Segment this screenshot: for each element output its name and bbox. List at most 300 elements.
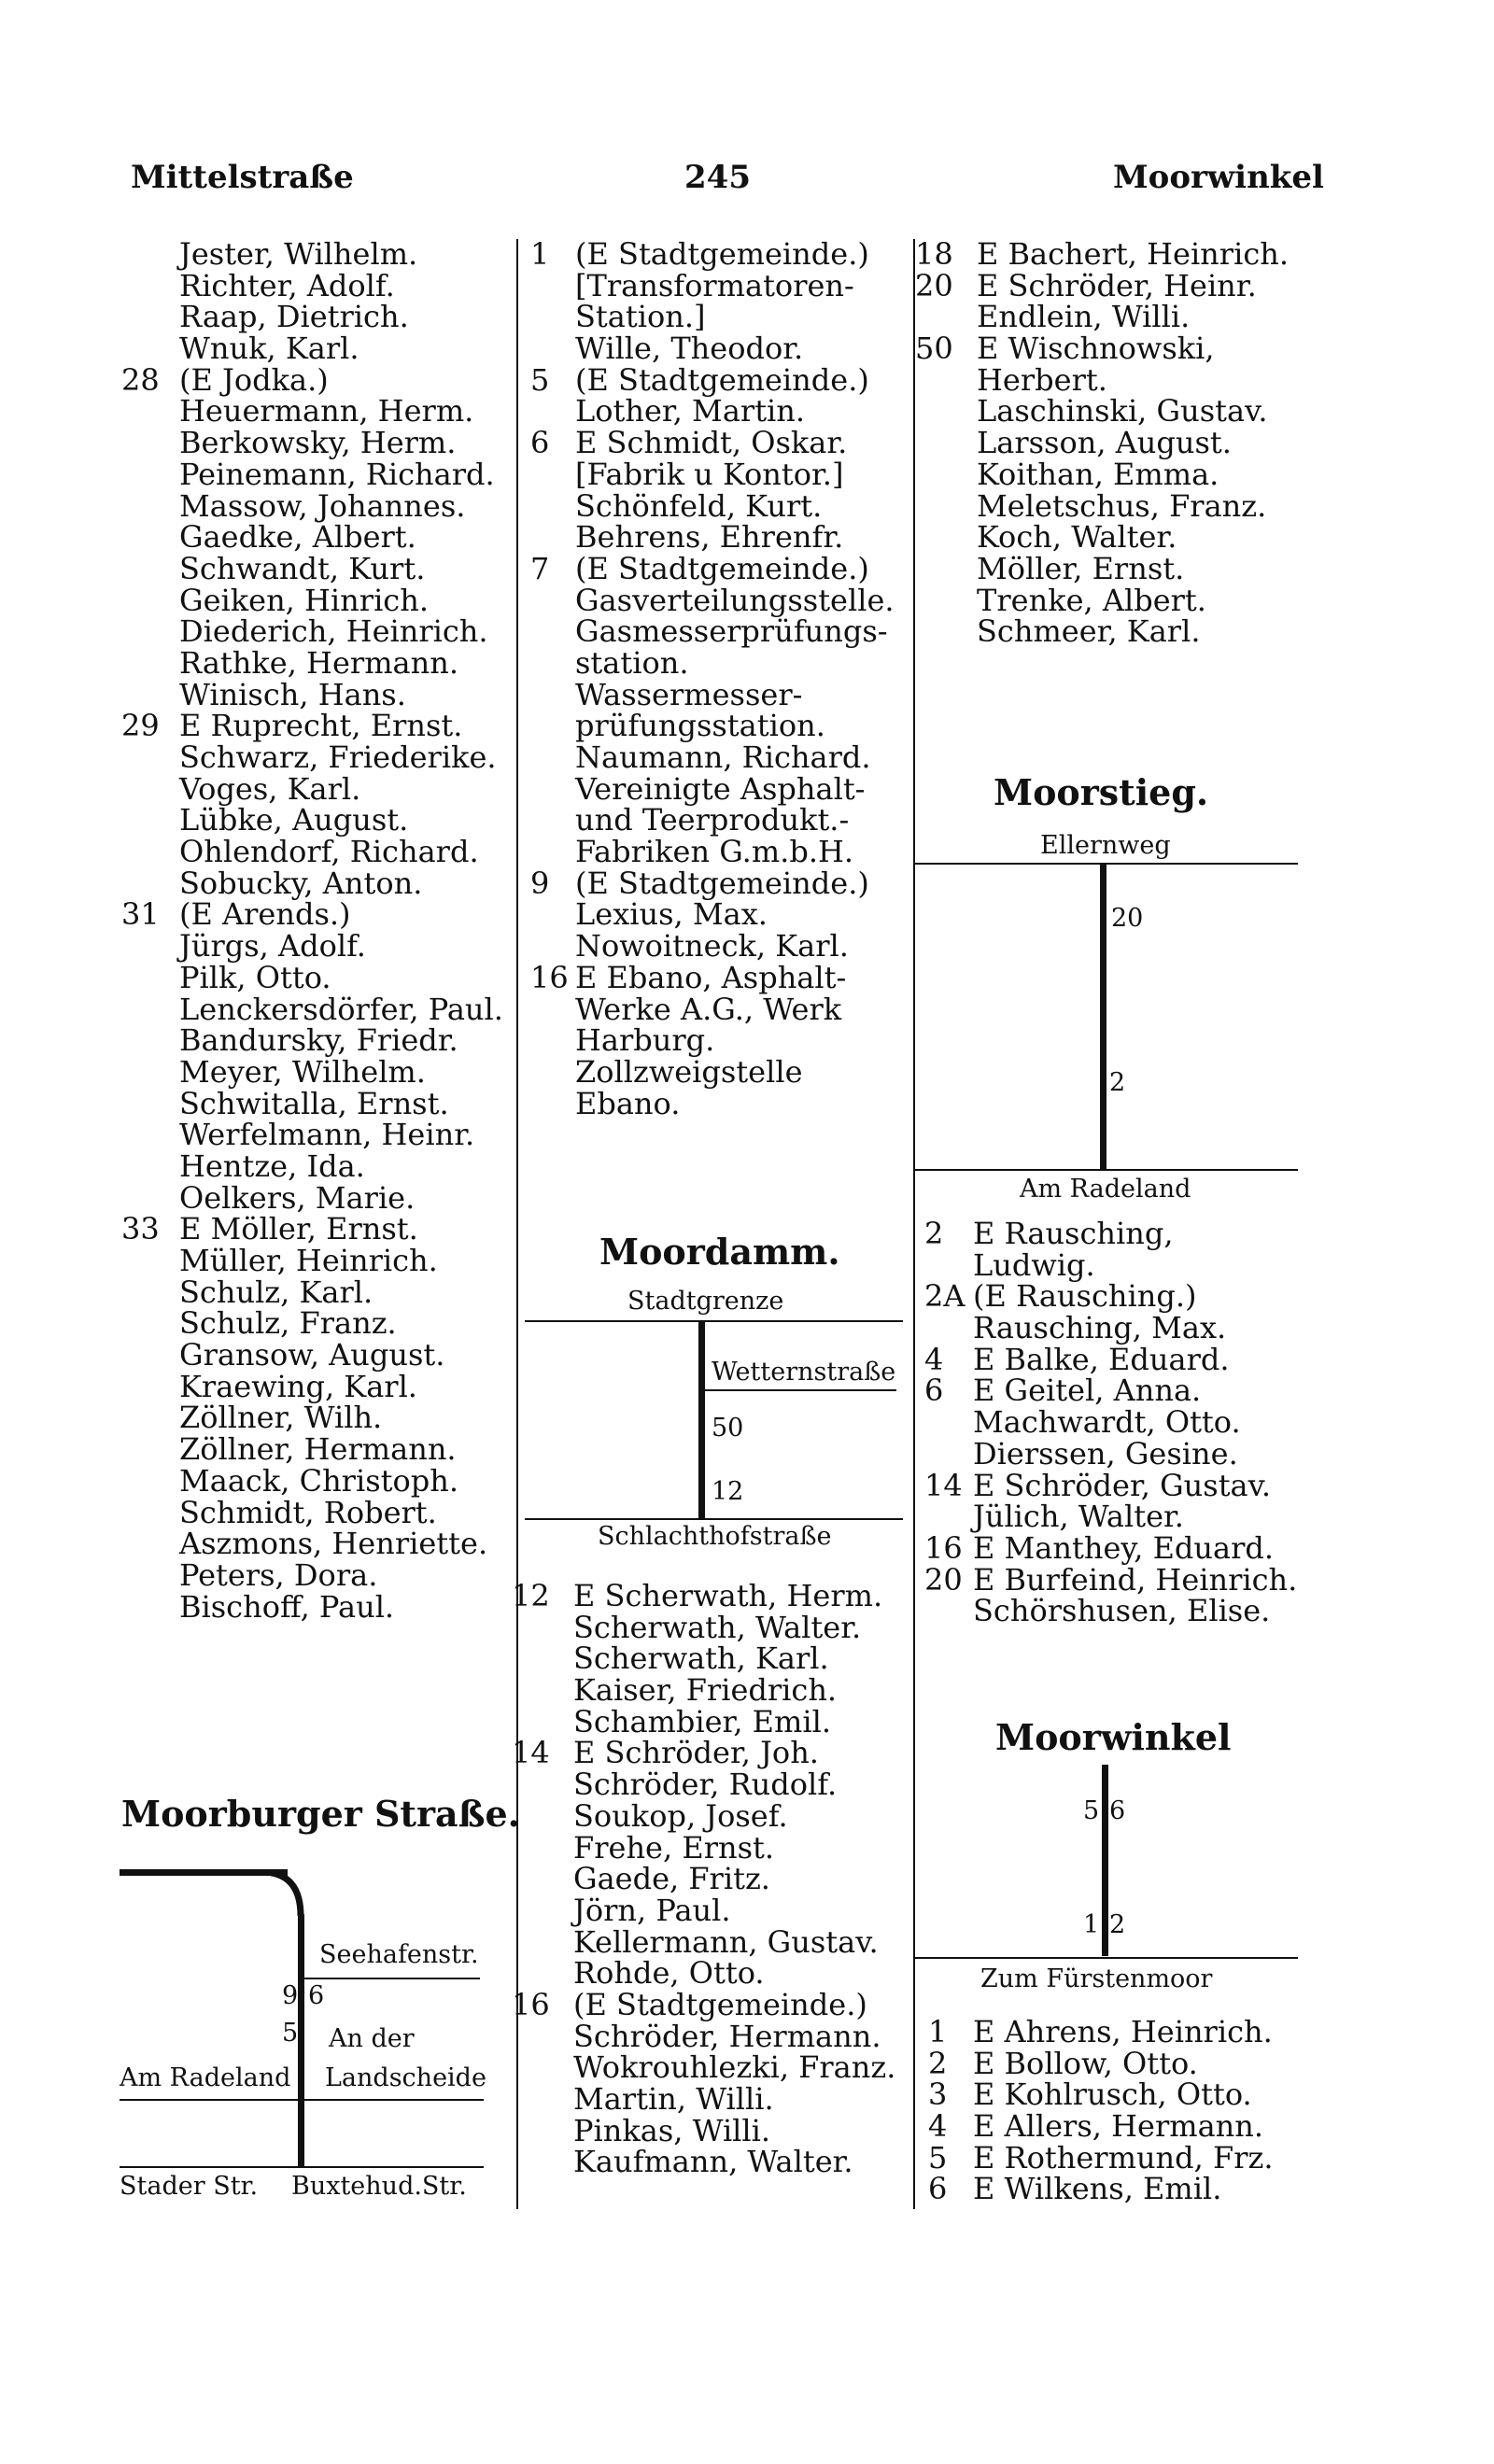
resident-name: E Möller, Ernst. <box>179 1211 418 1247</box>
resident-name: E Ruprecht, Ernst. <box>179 708 463 744</box>
resident-name: E Schröder, Gustav. <box>973 1467 1272 1503</box>
resident-name: E Burfeind, Heinrich. <box>973 1561 1298 1598</box>
resident-name: Bischoff, Paul. <box>179 1588 395 1625</box>
list-item <box>530 991 904 1027</box>
running-head-left: Mittelstraße <box>131 159 354 196</box>
resident-name: E Geitel, Anna. <box>973 1373 1202 1409</box>
resident-name: Schönfeld, Kurt. <box>575 487 823 524</box>
resident-name: Hentze, Ida. <box>179 1148 365 1184</box>
resident-name: Rohde, Otto. <box>573 1955 765 1992</box>
resident-name: Schröder, Hermann. <box>573 2018 881 2054</box>
list-item <box>512 1672 904 1709</box>
label-n9: 9 <box>282 1981 299 2010</box>
house-number: 31 <box>121 896 160 933</box>
label-am-radeland: Am Radeland <box>120 2063 291 2092</box>
resident-name: Kraewing, Karl. <box>179 1368 417 1404</box>
list-item <box>915 1529 1307 1566</box>
list-item <box>915 2014 1307 2049</box>
list-item <box>121 1431 504 1468</box>
radeland-line <box>913 1169 1298 1171</box>
list-item <box>530 644 904 681</box>
resident-name: Schulz, Franz. <box>179 1305 397 1342</box>
moorstieg-road <box>1100 865 1106 1169</box>
list-item <box>512 2018 904 2054</box>
resident-name: E Manthey, Eduard. <box>973 1529 1275 1566</box>
resident-name: E Allers, Hermann. <box>973 2108 1264 2145</box>
list-item <box>121 1337 504 1373</box>
list-item <box>530 1053 904 1090</box>
resident-name: Aszmons, Henriette. <box>179 1526 488 1562</box>
column-3b-list <box>915 1218 1307 1627</box>
list-item <box>915 333 1307 365</box>
resident-name: E Bollow, Otto. <box>973 2045 1198 2081</box>
list-item <box>121 865 504 901</box>
resident-name: Diederich, Heinrich. <box>179 613 488 650</box>
resident-name: E Kohlrusch, Otto. <box>973 2077 1252 2113</box>
resident-name: Richter, Adolf. <box>179 267 395 303</box>
list-item <box>530 333 904 365</box>
resident-name: Trenke, Albert. <box>977 582 1206 618</box>
list-item <box>530 425 904 461</box>
house-number: 16 <box>530 959 569 995</box>
house-number: 9 <box>530 865 550 901</box>
list-item <box>121 236 504 272</box>
resident-name: Ludwig. <box>973 1246 1095 1283</box>
resident-name: Kaufmann, Walter. <box>573 2144 853 2180</box>
resident-name: E Ebano, Asphalt- <box>575 959 847 995</box>
resident-name: Ohlendorf, Richard. <box>179 834 479 870</box>
list-item <box>121 456 504 492</box>
list-item <box>530 487 904 524</box>
house-number: 4 <box>928 2108 948 2145</box>
stadtgrenze-line <box>525 1320 903 1322</box>
label-ellernweg: Ellernweg <box>1040 831 1171 860</box>
list-item <box>121 644 504 681</box>
resident-name: Jester, Wilhelm. <box>179 236 418 272</box>
resident-name: Ebano. <box>575 1085 681 1121</box>
resident-name: Maack, Christoph. <box>179 1462 459 1499</box>
resident-name: Lother, Martin. <box>575 393 806 429</box>
label-n5: 5 <box>1083 1796 1100 1825</box>
house-number: 33 <box>121 1211 160 1247</box>
list-item <box>915 1467 1307 1503</box>
list-item <box>530 267 904 303</box>
resident-name: Schmeer, Karl. <box>977 613 1201 650</box>
resident-name: Möller, Ernst. <box>977 550 1185 586</box>
list-item <box>915 1593 1307 1629</box>
resident-name: Lenckersdörfer, Paul. <box>179 991 503 1027</box>
house-number: 2 <box>924 1216 944 1251</box>
resident-name: E Scherwath, Herm. <box>573 1578 883 1613</box>
list-item <box>530 299 904 335</box>
cross-road-line <box>120 2099 484 2101</box>
list-item <box>121 550 504 586</box>
column-3c-list <box>915 2014 1307 2207</box>
resident-name: E Bachert, Heinrich. <box>977 236 1290 272</box>
list-item <box>512 1735 904 1771</box>
resident-name: (E Stadtgemeinde.) <box>573 1986 867 2022</box>
list-item <box>512 1986 904 2022</box>
house-number: 16 <box>512 1986 550 2022</box>
list-item <box>530 708 904 744</box>
fuerstenmoor-line <box>913 1957 1298 1959</box>
list-item <box>121 299 504 335</box>
list-item <box>915 1310 1307 1346</box>
label-stader: Stader Str. <box>120 2172 259 2201</box>
resident-name: E Wilkens, Emil. <box>973 2171 1222 2207</box>
resident-name: Bandursky, Friedr. <box>179 1022 458 1059</box>
house-number: 16 <box>924 1529 963 1566</box>
list-item <box>530 393 904 429</box>
section-title-moorwinkel: Moorwinkel <box>995 1716 1232 1758</box>
list-item <box>915 2045 1307 2081</box>
section-title-moordamm: Moordamm. <box>599 1231 840 1273</box>
house-number: 3 <box>928 2077 948 2113</box>
resident-name: [Fabrik u Kontor.] <box>575 456 844 492</box>
label-seehafen: Seehafenstr. <box>319 1940 479 1969</box>
house-number: 2 <box>928 2045 948 2081</box>
list-item <box>121 333 504 365</box>
list-item <box>915 1435 1307 1471</box>
label-n12: 12 <box>712 1477 744 1506</box>
resident-name: Scherwath, Karl. <box>573 1640 829 1677</box>
house-number: 14 <box>512 1735 550 1771</box>
resident-name: Herbert. <box>977 361 1107 398</box>
list-item <box>121 1528 504 1560</box>
resident-name: Schambier, Emil. <box>573 1703 831 1739</box>
list-item <box>915 550 1307 586</box>
resident-name: Jülich, Walter. <box>973 1499 1184 1535</box>
seehafen-line <box>301 1978 480 1979</box>
resident-name: Meletschus, Franz. <box>977 487 1267 524</box>
list-item <box>121 519 504 556</box>
list-item <box>530 770 904 807</box>
list-item <box>121 267 504 303</box>
resident-name: Geiken, Hinrich. <box>179 582 429 618</box>
house-number: 12 <box>512 1578 550 1613</box>
section-title-moorstieg: Moorstieg. <box>994 771 1209 813</box>
resident-name: Machwardt, Otto. <box>973 1404 1241 1441</box>
resident-name: Koch, Walter. <box>977 519 1177 556</box>
resident-name: E Schröder, Heinr. <box>977 267 1257 303</box>
house-number: 7 <box>530 550 550 586</box>
list-item <box>121 393 504 429</box>
list-item <box>121 1179 504 1216</box>
resident-name: Soukop, Josef. <box>573 1797 788 1834</box>
list-item <box>915 519 1307 556</box>
list-item <box>915 1404 1307 1441</box>
label-n6: 6 <box>1109 1796 1126 1825</box>
resident-name: Werke A.G., Werk <box>575 991 842 1027</box>
house-number: 5 <box>530 361 550 398</box>
label-wetternstrasse: Wetternstraße <box>712 1358 896 1387</box>
list-item <box>121 1402 504 1434</box>
resident-name: E Rausching, <box>973 1216 1174 1251</box>
list-item <box>915 361 1307 398</box>
list-item <box>915 1278 1307 1315</box>
resident-name: prüfungsstation. <box>575 708 825 744</box>
resident-name: E Wischnowski, <box>977 331 1215 367</box>
resident-name: E Schröder, Joh. <box>573 1735 819 1771</box>
list-item <box>512 1578 904 1613</box>
house-number: 6 <box>924 1373 944 1409</box>
house-number: 1 <box>530 236 550 272</box>
list-item <box>530 739 904 775</box>
list-item <box>915 393 1307 429</box>
list-item <box>121 1085 504 1121</box>
list-item <box>915 2139 1307 2175</box>
list-item <box>121 1556 504 1593</box>
list-item <box>915 425 1307 461</box>
resident-name: Lexius, Max. <box>575 896 768 933</box>
resident-name: E Schmidt, Oskar. <box>575 425 848 461</box>
resident-name: Heuermann, Herm. <box>179 393 474 429</box>
moorwinkel-road <box>1102 1765 1108 1956</box>
resident-name: Vereinigte Asphalt- <box>575 770 866 807</box>
list-item <box>121 487 504 524</box>
resident-name: Zöllner, Hermann. <box>179 1431 457 1468</box>
list-item <box>915 487 1307 524</box>
list-item <box>121 1368 504 1404</box>
list-item <box>530 676 904 712</box>
resident-name: Kellermann, Gustav. <box>573 1923 879 1960</box>
resident-name: [Transformatoren- <box>575 267 854 303</box>
resident-name: Gaedke, Albert. <box>179 519 416 556</box>
column-3-list <box>915 236 1307 650</box>
resident-name: Pinkas, Willi. <box>573 2112 771 2148</box>
resident-name: Gasverteilungsstelle. <box>575 582 895 618</box>
resident-name: (E Jodka.) <box>179 361 329 398</box>
resident-name: Lübke, August. <box>179 802 409 838</box>
list-item <box>512 1892 904 1928</box>
list-item <box>530 456 904 492</box>
resident-name: (E Stadtgemeinde.) <box>575 361 869 398</box>
list-item <box>530 959 904 995</box>
resident-name: Nowoitneck, Karl. <box>575 928 849 964</box>
resident-name: Winisch, Hans. <box>179 676 406 712</box>
column-2b-list <box>512 1578 904 2180</box>
list-item <box>512 1861 904 1897</box>
list-item <box>121 770 504 807</box>
list-item <box>530 865 904 901</box>
resident-name: Zollzweigstelle <box>575 1053 803 1090</box>
list-item <box>121 1274 504 1310</box>
resident-name: Zöllner, Wilh. <box>179 1400 383 1436</box>
resident-name: Gaede, Fritz. <box>573 1861 770 1897</box>
list-item <box>915 267 1307 303</box>
list-item <box>121 1211 504 1247</box>
resident-name: Schröder, Rudolf. <box>573 1767 838 1803</box>
list-item <box>121 1053 504 1090</box>
resident-name: Jörn, Paul. <box>573 1892 731 1928</box>
house-number: 20 <box>915 267 953 303</box>
list-item <box>512 1923 904 1960</box>
list-item <box>121 739 504 775</box>
label-landscheide: Landscheide <box>325 2063 486 2092</box>
list-item <box>530 928 904 964</box>
resident-name: Schmidt, Robert. <box>179 1494 437 1530</box>
list-item <box>121 1243 504 1278</box>
list-item <box>530 613 904 650</box>
house-number: 2A <box>924 1278 965 1315</box>
resident-name: station. <box>575 644 689 681</box>
list-item <box>121 1588 504 1625</box>
list-item <box>915 1375 1307 1407</box>
list-item <box>512 1829 904 1866</box>
label-n50: 50 <box>712 1414 744 1443</box>
list-item <box>121 1119 504 1151</box>
resident-name: (E Stadtgemeinde.) <box>575 865 869 901</box>
resident-name: Frehe, Ernst. <box>573 1829 775 1866</box>
label-n6: 6 <box>308 1981 325 2010</box>
resident-name: Kaiser, Friedrich. <box>573 1672 838 1709</box>
list-item <box>121 425 504 461</box>
resident-name: Peinemann, Richard. <box>179 456 495 492</box>
list-item <box>121 1148 504 1184</box>
house-number: 50 <box>915 331 953 367</box>
resident-name: Wokrouhlezki, Franz. <box>573 2049 896 2086</box>
list-item <box>512 2049 904 2086</box>
list-item <box>915 2108 1307 2145</box>
list-item <box>530 519 904 556</box>
resident-name: Meyer, Wilhelm. <box>179 1053 426 1090</box>
list-item <box>121 582 504 618</box>
list-item <box>915 1246 1307 1283</box>
resident-name: Station.] <box>575 299 706 335</box>
resident-name: Schwarz, Friederike. <box>179 739 497 775</box>
resident-name: Gasmesserprüfungs- <box>575 613 888 650</box>
resident-name: Jürgs, Adolf. <box>179 928 366 964</box>
resident-name: Laschinski, Gustav. <box>977 393 1268 429</box>
list-item <box>915 299 1307 335</box>
resident-name: Werfelmann, Heinr. <box>179 1117 475 1153</box>
list-item <box>121 802 504 838</box>
resident-name: und Teerprodukt.- <box>575 802 850 838</box>
resident-name: Voges, Karl. <box>179 770 361 807</box>
resident-name: Gransow, August. <box>179 1337 445 1373</box>
wettern-line <box>705 1389 896 1391</box>
house-number: 6 <box>530 425 550 461</box>
list-item <box>121 959 504 995</box>
house-number: 18 <box>915 236 953 272</box>
resident-name: Schwitalla, Ernst. <box>179 1085 449 1121</box>
resident-name: Dierssen, Gesine. <box>973 1435 1238 1471</box>
resident-name: Koithan, Emma. <box>977 456 1219 492</box>
list-item <box>121 613 504 650</box>
list-item <box>915 236 1307 272</box>
resident-name: Pilk, Otto. <box>179 959 331 995</box>
list-item <box>121 991 504 1027</box>
list-item <box>121 1494 504 1530</box>
list-item <box>512 1955 904 1992</box>
resident-name: Rathke, Hermann. <box>179 644 458 681</box>
list-item <box>915 613 1307 650</box>
road-vertical <box>298 1914 304 2166</box>
list-item <box>530 896 904 933</box>
label-schlachthof: Schlachthofstraße <box>598 1522 832 1551</box>
list-item <box>915 1561 1307 1598</box>
bottom-road-line <box>120 2166 484 2168</box>
label-n20: 20 <box>1111 904 1144 933</box>
list-item <box>915 582 1307 618</box>
resident-name: Behrens, Ehrenfr. <box>575 519 844 556</box>
list-item <box>512 2081 904 2117</box>
resident-name: Wnuk, Karl. <box>179 331 359 367</box>
list-item <box>530 834 904 870</box>
list-item <box>915 1218 1307 1250</box>
house-number: 4 <box>924 1341 944 1377</box>
list-item <box>121 361 504 398</box>
resident-name: Schwandt, Kurt. <box>179 550 426 586</box>
house-number: 6 <box>928 2171 948 2207</box>
resident-name: Peters, Dora. <box>179 1556 378 1593</box>
resident-name: Endlein, Willi. <box>977 299 1191 335</box>
list-item <box>915 2171 1307 2207</box>
resident-name: Schörshusen, Elise. <box>973 1593 1271 1629</box>
resident-name: Massow, Johannes. <box>179 487 466 524</box>
resident-name: Sobucky, Anton. <box>179 865 423 901</box>
list-item <box>512 2112 904 2148</box>
label-n2b: 2 <box>1109 1910 1126 1939</box>
list-item <box>121 708 504 744</box>
list-item <box>915 456 1307 492</box>
list-item <box>512 1797 904 1834</box>
list-item <box>512 1609 904 1645</box>
resident-name: Schulz, Karl. <box>179 1274 374 1310</box>
resident-name: Oelkers, Marie. <box>179 1179 416 1216</box>
resident-name: Naumann, Richard. <box>575 739 871 775</box>
list-item <box>915 2079 1307 2111</box>
resident-name: Rausching, Max. <box>973 1310 1227 1346</box>
house-number: 14 <box>924 1467 963 1503</box>
label-n2: 2 <box>1109 1068 1126 1097</box>
resident-name: Wille, Theodor. <box>575 331 804 367</box>
resident-name: (E Stadtgemeinde.) <box>575 236 869 272</box>
list-item <box>121 1462 504 1499</box>
list-item <box>915 1501 1307 1533</box>
resident-name: Raap, Dietrich. <box>179 299 409 335</box>
list-item <box>530 1085 904 1121</box>
column-1-list <box>121 236 504 1625</box>
list-item <box>512 1703 904 1739</box>
list-item <box>121 1022 504 1059</box>
list-item <box>530 236 904 272</box>
resident-name: Müller, Heinrich. <box>179 1243 438 1278</box>
page-number: 245 <box>684 159 751 196</box>
label-n1: 1 <box>1083 1910 1100 1939</box>
resident-name: Berkowsky, Herm. <box>179 425 457 461</box>
schlachthof-line <box>525 1518 903 1520</box>
list-item <box>512 1640 904 1677</box>
list-item <box>530 582 904 618</box>
list-item <box>121 676 504 712</box>
list-item <box>530 1022 904 1059</box>
resident-name: E Balke, Eduard. <box>973 1341 1230 1377</box>
resident-name: Fabriken G.m.b.H. <box>575 834 854 870</box>
moordamm-road <box>698 1322 705 1518</box>
resident-name: Scherwath, Walter. <box>573 1609 862 1645</box>
resident-name: Larsson, August. <box>977 425 1232 461</box>
resident-name: Martin, Willi. <box>573 2081 774 2117</box>
list-item <box>530 361 904 398</box>
label-n5: 5 <box>282 2019 299 2048</box>
resident-name: (E Rausching.) <box>973 1278 1197 1315</box>
list-item <box>121 896 504 933</box>
house-number: 5 <box>928 2139 948 2175</box>
resident-name: E Ahrens, Heinrich. <box>973 2014 1273 2049</box>
label-an-der: An der <box>329 2024 415 2053</box>
label-zum-fuerstenmoor: Zum Fürstenmoor <box>980 1964 1213 1993</box>
